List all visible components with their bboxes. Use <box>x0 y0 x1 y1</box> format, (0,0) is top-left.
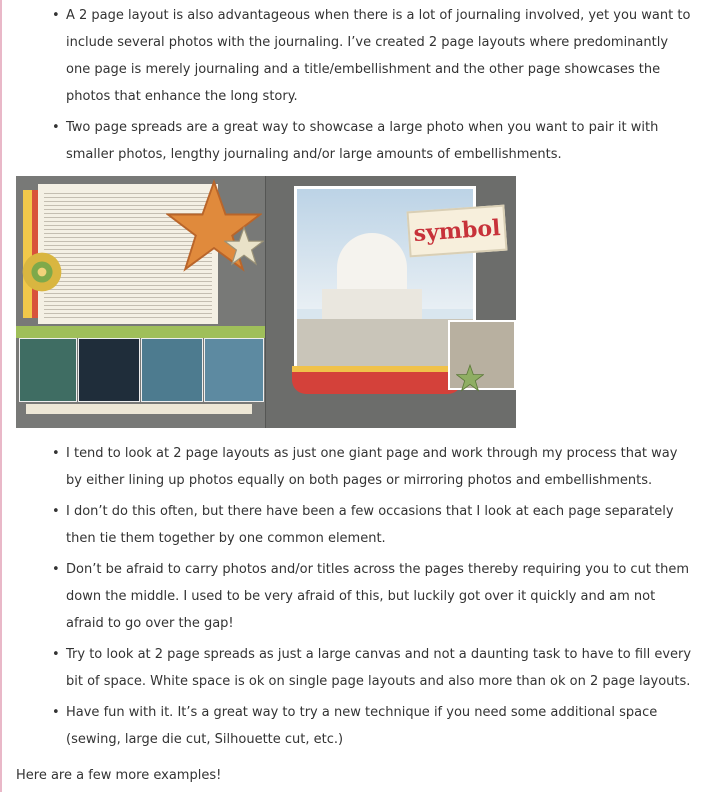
green-border-band <box>16 326 266 338</box>
capitol-drum <box>322 289 422 319</box>
bullet-item: • Try to look at 2 page spreads as just a large canvas and not a daunting task to have to fill every bit of space. White space is ok on single page layouts and also more than ok on 2 page layouts. <box>52 641 692 695</box>
left-border-rule <box>0 0 2 792</box>
closing-text: Here are a few more examples! <box>16 768 222 783</box>
tips-bullet-list <box>52 440 692 753</box>
label-tag-strip <box>26 404 252 414</box>
bullet-item: • Have fun with it. It’s a great way to try a new technique if you need some additional space (sewing, large die cut, Silhouette cut, etc.) <box>52 699 692 753</box>
bullet-item: • I tend to look at 2 page layouts as just one giant page and work through my process that way by either lining up photos equally on both pages or mirroring photos and embellishments. <box>52 440 692 494</box>
red-scallop-border <box>292 372 462 394</box>
scrapbook-layout-photo <box>16 176 516 428</box>
bullet-item: • Don’t be afraid to carry photos and/or titles across the pages thereby requiring you to cut them down the middle. I used to be very afraid of this, but luckily got over it quickly and am not afraid to go over the gap! <box>52 556 692 637</box>
lake-photo <box>204 338 264 402</box>
boys-photo <box>141 338 203 402</box>
left-page <box>16 176 266 428</box>
family-photo <box>19 338 77 402</box>
small-star-icon <box>224 226 264 266</box>
symbol-title: symbol <box>412 215 502 247</box>
bullet-item: • Two page spreads are a great way to showcase a large photo when you want to pair it with smaller photos, lengthy journaling and/or large amounts of embellishments. <box>52 114 692 168</box>
bullet-item: • A 2 page layout is also advantageous when there is a lot of journaling involved, yet you want to include several photos with the journaling. I’ve created 2 page layouts where predominantly one page is merely journaling and a title/embellishment and the other page showcases the photos that enhance the long story. <box>52 2 692 110</box>
green-star-icon <box>456 364 484 392</box>
flower-icon <box>20 250 64 294</box>
couple-photo <box>78 338 140 402</box>
intro-bullet-list <box>52 2 692 168</box>
bullet-item: • I don’t do this often, but there have been a few occasions that I look at each page separately then tie them together by one common element. <box>52 498 692 552</box>
right-page <box>266 176 516 428</box>
symbol-title-tag <box>407 205 508 258</box>
capitol-base <box>297 319 473 367</box>
